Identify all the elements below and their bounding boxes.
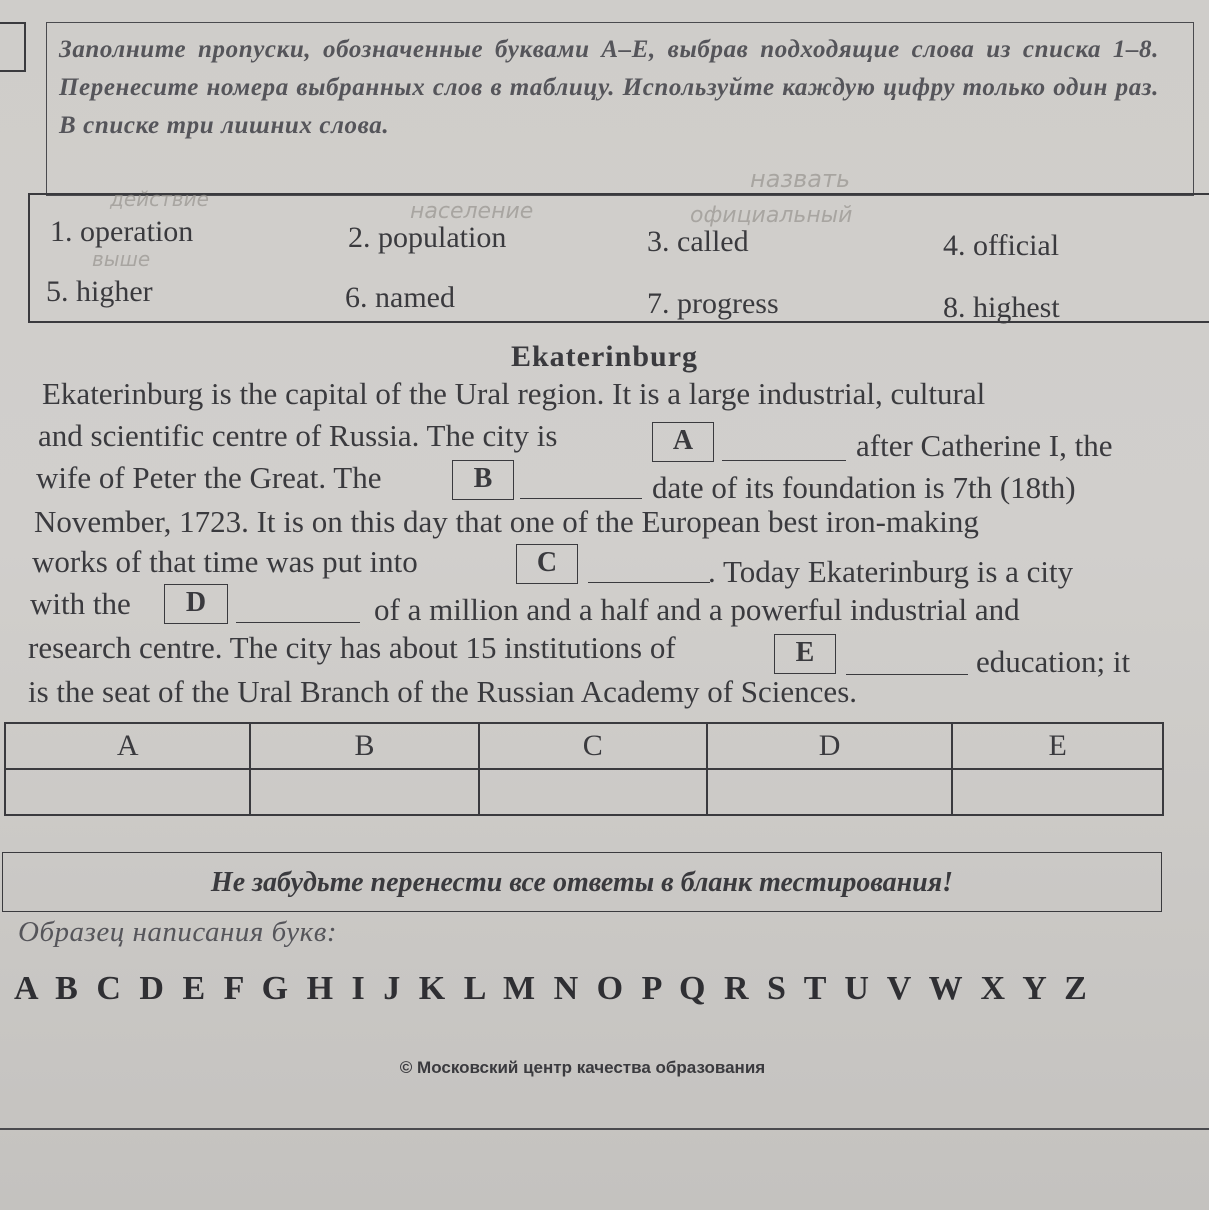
text-line-7a: research centre. The city has about 15 institutions of <box>28 630 676 665</box>
gap-c-box: C <box>516 544 578 584</box>
gap-e-box: E <box>774 634 836 674</box>
text-line-6a: with the <box>30 586 131 621</box>
pencil-note: население <box>410 199 534 224</box>
gap-b-blank[interactable] <box>520 498 642 499</box>
answer-header-e: E <box>952 723 1163 769</box>
sample-label: Образец написания букв: <box>18 916 337 948</box>
word-option-8: 8. highest <box>943 291 1060 324</box>
word-bank <box>28 165 1209 324</box>
text-line-5b: . Today Ekaterinburg is a city <box>708 554 1074 589</box>
reminder-text: Не забудьте перенести все ответы в бланк тестирования! <box>210 867 954 898</box>
instruction-text: Заполните пропуски, обозначенные буквами A–E, выбрав подходящие слова из списка 1–8. Перенесите номера выбранных слов в таблицу. Используйте каждую цифру только один раз. В списке три лишних слова. <box>59 36 1159 139</box>
answer-cell-a[interactable] <box>5 769 250 815</box>
answer-header-a: A <box>5 723 250 769</box>
gap-b-box: B <box>452 460 514 500</box>
reminder-box <box>2 852 1162 912</box>
page-divider <box>0 1128 1209 1130</box>
text-line-2a: and scientific centre of Russia. The city is <box>38 418 558 453</box>
pencil-note: выше <box>92 247 151 271</box>
answer-cell-d[interactable] <box>707 769 952 815</box>
text-line-2b: after Catherine I, the <box>856 428 1113 463</box>
gap-a-blank[interactable] <box>722 460 846 461</box>
text-line-4: November, 1723. It is on this day that one of the European best iron-making <box>34 504 979 539</box>
pencil-note: официальный <box>690 203 853 228</box>
answer-cell-c[interactable] <box>479 769 707 815</box>
answer-header-d: D <box>707 723 952 769</box>
gap-e-blank[interactable] <box>846 674 968 675</box>
word-option-7: 7. progress <box>647 287 779 320</box>
answer-table-header-row <box>5 723 1163 769</box>
word-option-1: 1. operation <box>50 215 194 248</box>
answer-table <box>4 722 1164 816</box>
copyright: © Московский центр качества образования <box>399 1058 766 1077</box>
answer-cell-b[interactable] <box>250 769 478 815</box>
task-instruction <box>46 22 1194 196</box>
text-line-1: Ekaterinburg is the capital of the Ural region. It is a large industrial, cultural <box>42 376 986 411</box>
text-line-3a: wife of Peter the Great. The <box>36 460 382 495</box>
answer-table-input-row <box>5 769 1163 815</box>
answer-header-b: B <box>250 723 478 769</box>
pencil-note: действие <box>110 187 209 211</box>
text-title: Ekaterinburg <box>510 340 699 373</box>
word-option-2: 2. population <box>348 221 507 254</box>
gap-d-blank[interactable] <box>236 622 360 623</box>
gap-c-blank[interactable] <box>588 582 710 583</box>
gap-a-box: A <box>652 422 714 462</box>
word-option-3: 3. called <box>647 225 749 258</box>
answer-cell-e[interactable] <box>952 769 1163 815</box>
text-line-7b: education; it <box>976 644 1131 679</box>
task-number-box <box>0 22 26 72</box>
text-line-6b: of a million and a half and a powerful industrial and <box>374 592 1020 627</box>
word-option-5: 5. higher <box>46 275 153 308</box>
gap-d-box: D <box>164 584 228 624</box>
word-option-6: 6. named <box>345 281 455 314</box>
text-line-5a: works of that time was put into <box>32 544 418 579</box>
answer-header-c: C <box>479 723 707 769</box>
text-line-8: is the seat of the Ural Branch of the Russian Academy of Sciences. <box>28 674 858 709</box>
word-option-4: 4. official <box>943 229 1060 262</box>
letter-samples: A B C D E F G H I J K L M N O P Q R S T U V W X Y Z <box>14 970 1089 1007</box>
pencil-note: назвать <box>750 165 851 193</box>
text-line-3b: date of its foundation is 7th (18th) <box>652 470 1076 505</box>
